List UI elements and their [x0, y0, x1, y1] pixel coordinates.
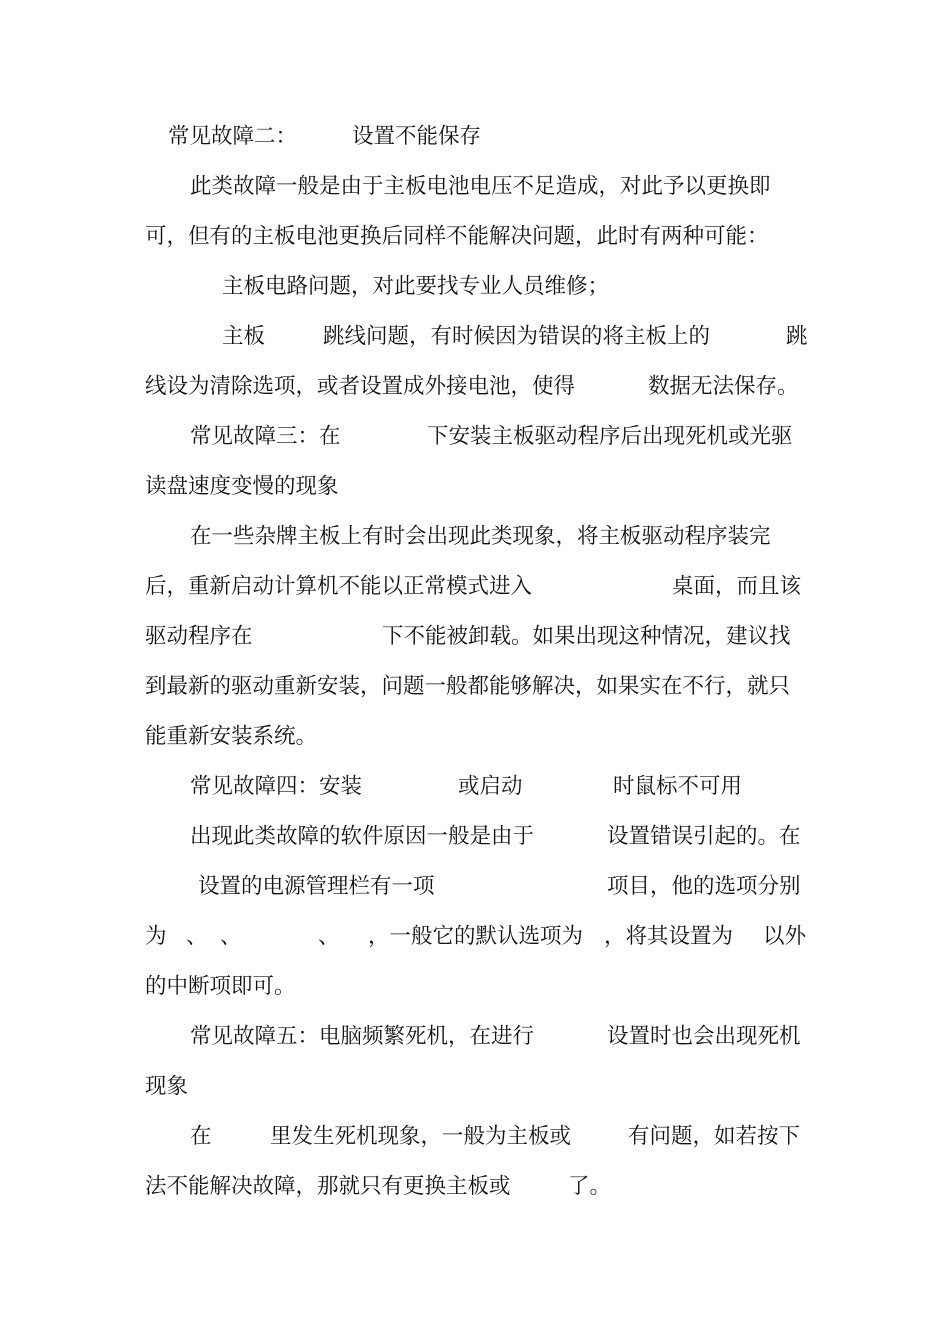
- text-segment: 可，但有的主板电池更换后同样不能解决问题，此时有两种可能：: [145, 224, 769, 249]
- text-segment: 以外: [763, 924, 807, 949]
- text-segment: 线设为清除选项，或者设置成外接电池，使得: [145, 374, 576, 399]
- text-segment: 、: [318, 924, 340, 949]
- text-segment: 为: [145, 924, 167, 949]
- text-segment: ，一般它的默认选项为: [368, 924, 584, 949]
- text-segment: 设置错误引起的。在: [607, 824, 801, 849]
- text-segment: 的中断项即可。: [145, 974, 296, 999]
- text-segment: 常见故障二：: [168, 124, 298, 149]
- text-segment: 常见故障五：电脑频繁死机，在进行: [190, 1024, 535, 1049]
- text-segment: 现象: [145, 1074, 189, 1099]
- text-segment: 数据无法保存。: [648, 374, 799, 399]
- text-segment: 读盘速度变慢的现象: [145, 474, 339, 499]
- text-segment: 法不能解决故障，那就只有更换主板或: [145, 1174, 511, 1199]
- text-segment: 跳: [786, 324, 808, 349]
- text-segment: 跳线问题，有时候因为错误的将主板上的: [323, 324, 711, 349]
- text-segment: 有问题，如若按下: [628, 1124, 801, 1149]
- text-segment: ，将其设置为: [604, 924, 734, 949]
- text-segment: 后，重新启动计算机不能以正常模式进入: [145, 574, 533, 599]
- text-segment: 出现此类故障的软件原因一般是由于: [190, 824, 535, 849]
- text-segment: 主板: [222, 324, 266, 349]
- text-segment: 时鼠标不可用: [613, 774, 743, 799]
- text-segment: 在一些杂牌主板上有时会出现此类现象，将主板驱动程序装完: [190, 524, 771, 549]
- text-segment: 了。: [568, 1174, 612, 1199]
- text-segment: 或启动: [458, 774, 523, 799]
- text-segment: 到最新的驱动重新安装，问题一般都能够解决，如果实在不行，就只: [145, 674, 791, 699]
- text-segment: 设置不能保存: [352, 124, 482, 149]
- text-segment: 常见故障四：安装: [190, 774, 363, 799]
- text-segment: 下不能被卸载。如果出现这种情况，建议找: [382, 624, 791, 649]
- text-segment: 项目，他的选项分别: [607, 874, 801, 899]
- text-segment: 主板电路问题，对此要找专业人员维修；: [222, 274, 610, 299]
- text-segment: 常见故障三：在: [190, 424, 341, 449]
- text-segment: 桌面，而且该: [672, 574, 802, 599]
- text-segment: 在: [190, 1124, 212, 1149]
- text-segment: 驱动程序在: [145, 624, 253, 649]
- text-segment: 下安装主板驱动程序后出现死机或光驱: [427, 424, 793, 449]
- text-segment: 设置的电源管理栏有一项: [198, 874, 435, 899]
- text-segment: 设置时也会出现死机: [607, 1024, 801, 1049]
- text-segment: 此类故障一般是由于主板电池电压不足造成，对此予以更换即: [190, 174, 771, 199]
- text-segment: 、: [220, 924, 242, 949]
- text-segment: 、: [186, 924, 208, 949]
- text-segment: 里发生死机现象，一般为主板或: [270, 1124, 572, 1149]
- text-segment: 能重新安装系统。: [145, 724, 318, 749]
